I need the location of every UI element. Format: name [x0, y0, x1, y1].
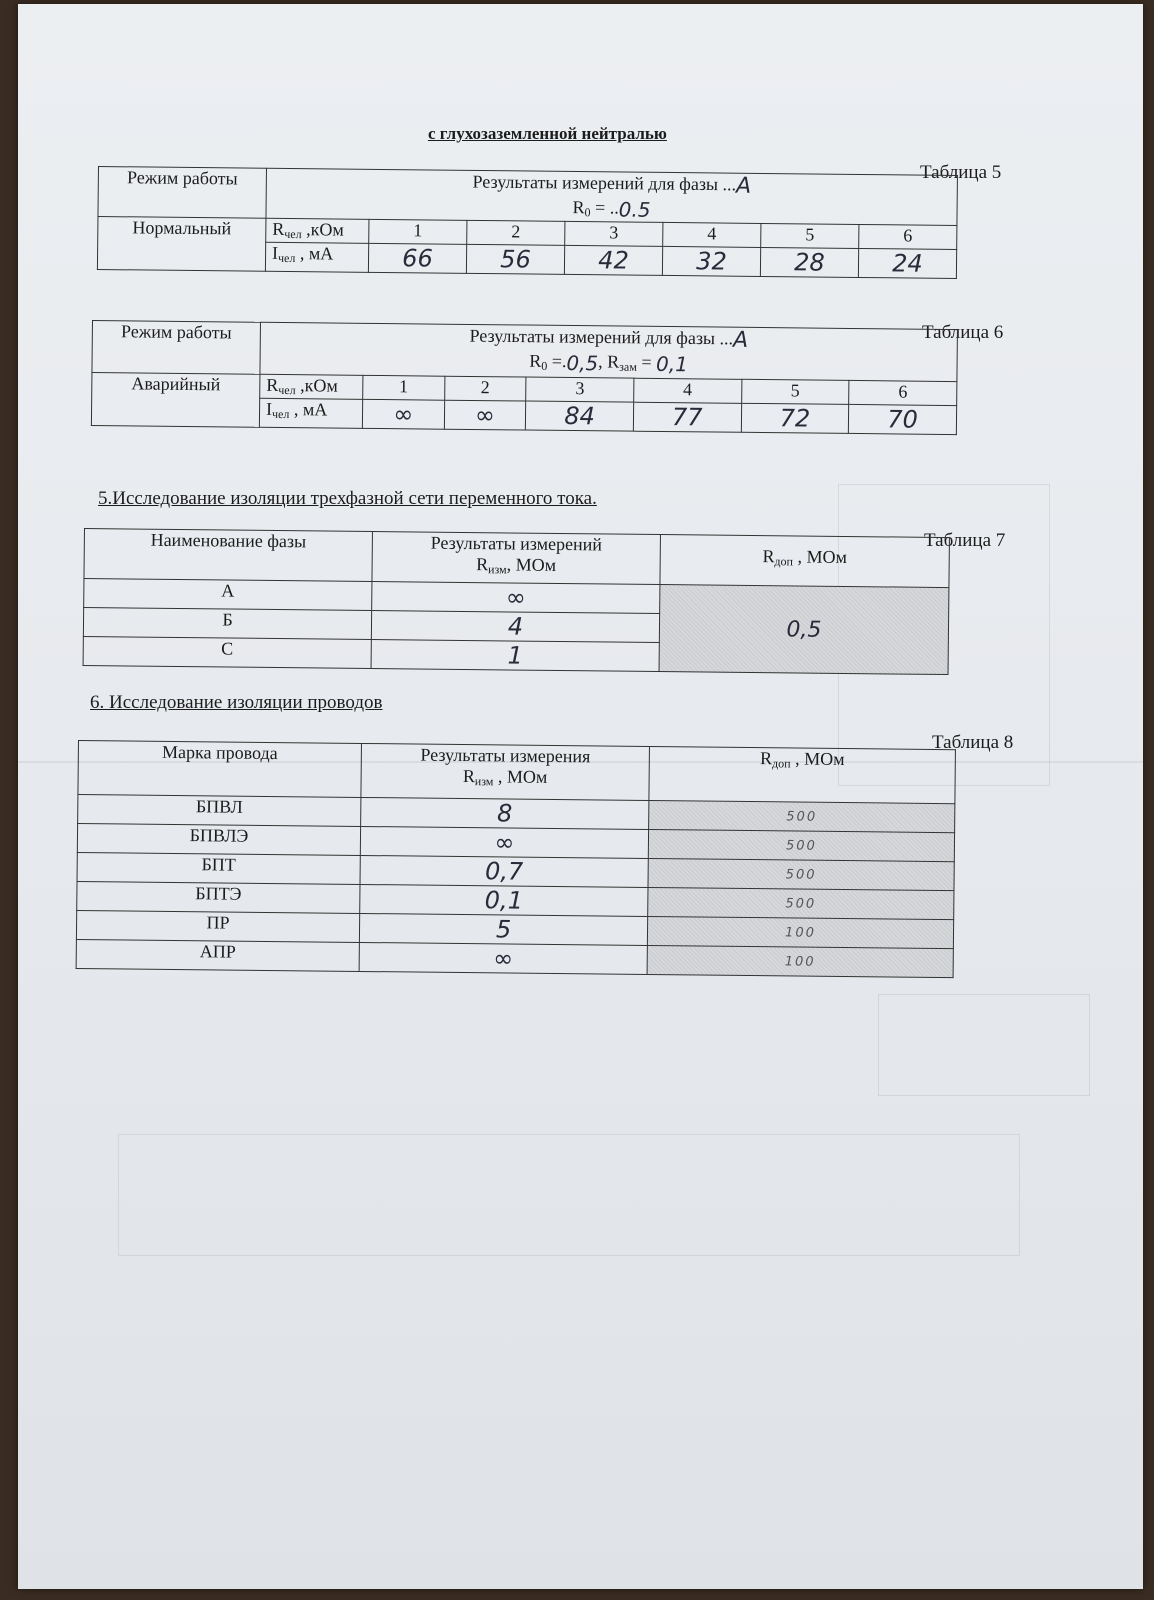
current-value: 32 [662, 246, 760, 276]
table-7 [83, 528, 950, 675]
r-unit: , МОм [493, 766, 548, 787]
document-title: с глухозаземленной нейтралью [428, 124, 667, 143]
column-header: 3 [565, 221, 663, 246]
section-6-heading: 6. Исследование изоляции проводов [90, 692, 383, 713]
column-header: 1 [369, 219, 467, 244]
current-value: ∞ [362, 399, 444, 429]
r-unit: , МОм [506, 554, 557, 575]
table8-label: Таблица 8 [932, 732, 1014, 753]
measured-value: ∞ [359, 942, 647, 974]
rzam-subscript: зам [619, 359, 637, 374]
results-header-text: Результаты измерений для фазы ... [469, 325, 734, 349]
r0-symbol: R [529, 350, 542, 371]
mode-value: Аварийный [91, 373, 260, 428]
wire-brand-header: Марка провода [78, 741, 362, 798]
measured-header [361, 743, 650, 800]
column-header: 2 [467, 220, 565, 245]
column-header: 5 [741, 379, 849, 404]
r0-value: 0,5 [566, 350, 599, 376]
table7-label: Таблица 7 [924, 530, 1006, 551]
mode-header: Режим работы [98, 167, 267, 219]
column-header: 2 [444, 376, 526, 401]
r-symbol: R [760, 748, 773, 769]
phase-name-header: Наименование фазы [84, 529, 373, 582]
measured-value: ∞ [372, 582, 660, 614]
i-subscript: чел [271, 406, 290, 422]
current-value: 28 [760, 247, 858, 277]
table-8 [76, 740, 956, 978]
r-subscript: изм [488, 562, 507, 577]
r-row-label [266, 218, 369, 243]
allowed-value: 500 [648, 829, 954, 861]
r-symbol: R [476, 554, 489, 575]
r0-equals: =. [547, 350, 567, 372]
i-unit: , мА [295, 243, 334, 264]
results-header [260, 322, 958, 381]
measured-value: 8 [361, 797, 649, 829]
wire-brand: БПТЭ [77, 881, 360, 913]
allowed-value: 500 [649, 800, 955, 832]
wire-brand: ПР [76, 910, 359, 942]
section-5-heading: 5.Исследование изоляции трехфазной сети переменного тока. [98, 488, 597, 509]
i-symbol: I [271, 242, 279, 263]
r-subscript: доп [772, 756, 791, 771]
current-value: 66 [368, 243, 466, 273]
current-value: ∞ [444, 400, 526, 430]
table6-label: Таблица 6 [922, 322, 1004, 343]
table-6 [91, 320, 958, 435]
phase-name: С [83, 636, 371, 668]
allowed-value: 500 [648, 858, 954, 890]
allowed-header [649, 746, 956, 803]
r-symbol: R [762, 546, 775, 567]
column-header: 3 [526, 377, 634, 402]
measured-value: 0,7 [360, 855, 648, 887]
column-header: 6 [859, 224, 957, 249]
current-value: 84 [526, 401, 634, 431]
mode-value: Нормальный [97, 217, 266, 272]
allowed-value: 100 [647, 945, 953, 977]
measured-header-text: Результаты измерений [430, 532, 603, 555]
current-value: 72 [741, 403, 849, 433]
wire-brand: БПТ [77, 852, 360, 884]
results-header [266, 168, 957, 225]
rzam-value: 0,1 [655, 351, 689, 377]
r-row-label [260, 374, 363, 399]
r-symbol: R [462, 766, 475, 787]
r-subscript: изм [474, 774, 494, 789]
r0-symbol: R [572, 197, 585, 218]
phase-value: A [735, 173, 752, 199]
measured-header [372, 532, 661, 585]
r-unit: , МОм [790, 748, 845, 770]
measured-header-text: Результаты измерения [420, 744, 591, 767]
show-through-table [878, 994, 1090, 1096]
measured-value: 5 [359, 913, 647, 945]
allowed-value: 100 [647, 916, 953, 948]
column-header: 4 [634, 378, 742, 403]
mode-header: Режим работы [92, 321, 261, 375]
allowed-header [660, 535, 950, 588]
r0-value: 0.5 [618, 197, 651, 222]
r0-subscript: 0 [584, 205, 591, 220]
i-row-label [259, 398, 362, 428]
measured-value: 4 [371, 611, 659, 643]
r-symbol: R [272, 218, 285, 239]
rzam-symbol: , R [598, 351, 620, 372]
r0-subscript: 0 [541, 358, 548, 373]
phase-value: A [732, 327, 749, 353]
measured-value: 0,1 [360, 884, 648, 916]
i-row-label [265, 242, 368, 272]
r-unit: ,кОм [295, 375, 338, 396]
column-header: 5 [761, 223, 859, 248]
i-unit: , мА [289, 399, 328, 420]
measured-value: ∞ [360, 826, 648, 858]
r-unit: , МОм [792, 546, 848, 567]
table5-label: Таблица 5 [920, 162, 1002, 183]
r-subscript: доп [774, 554, 794, 569]
measured-value: 1 [371, 640, 659, 672]
phase-name: Б [83, 608, 371, 640]
rzam-equals: = [636, 351, 657, 373]
wire-brand: БПВЛ [78, 795, 361, 827]
phase-name: А [84, 579, 372, 611]
show-through-table [118, 1134, 1020, 1256]
table-5 [97, 166, 958, 279]
current-value: 70 [849, 404, 957, 434]
current-value: 56 [466, 244, 564, 274]
column-header: 4 [663, 222, 761, 247]
current-value: 42 [564, 245, 662, 275]
r-unit: ,кОм [301, 219, 344, 240]
allowed-value: 0,5 [659, 585, 949, 675]
i-symbol: I [265, 398, 273, 419]
results-header-text: Результаты измерений для фазы ... [472, 171, 737, 195]
r-subscript: чел [278, 382, 296, 398]
current-value: 77 [633, 402, 741, 432]
column-header: 6 [849, 380, 957, 405]
r0-equals: = .. [590, 197, 619, 218]
i-subscript: чел [277, 250, 296, 266]
paper-sheet [18, 4, 1143, 1589]
wire-brand: БПВЛЭ [77, 824, 360, 856]
current-value: 24 [858, 248, 956, 278]
wire-brand: АПР [76, 939, 359, 971]
allowed-value: 500 [648, 887, 954, 919]
column-header: 1 [363, 375, 445, 400]
r-subscript: чел [284, 226, 302, 242]
r-symbol: R [266, 374, 279, 395]
